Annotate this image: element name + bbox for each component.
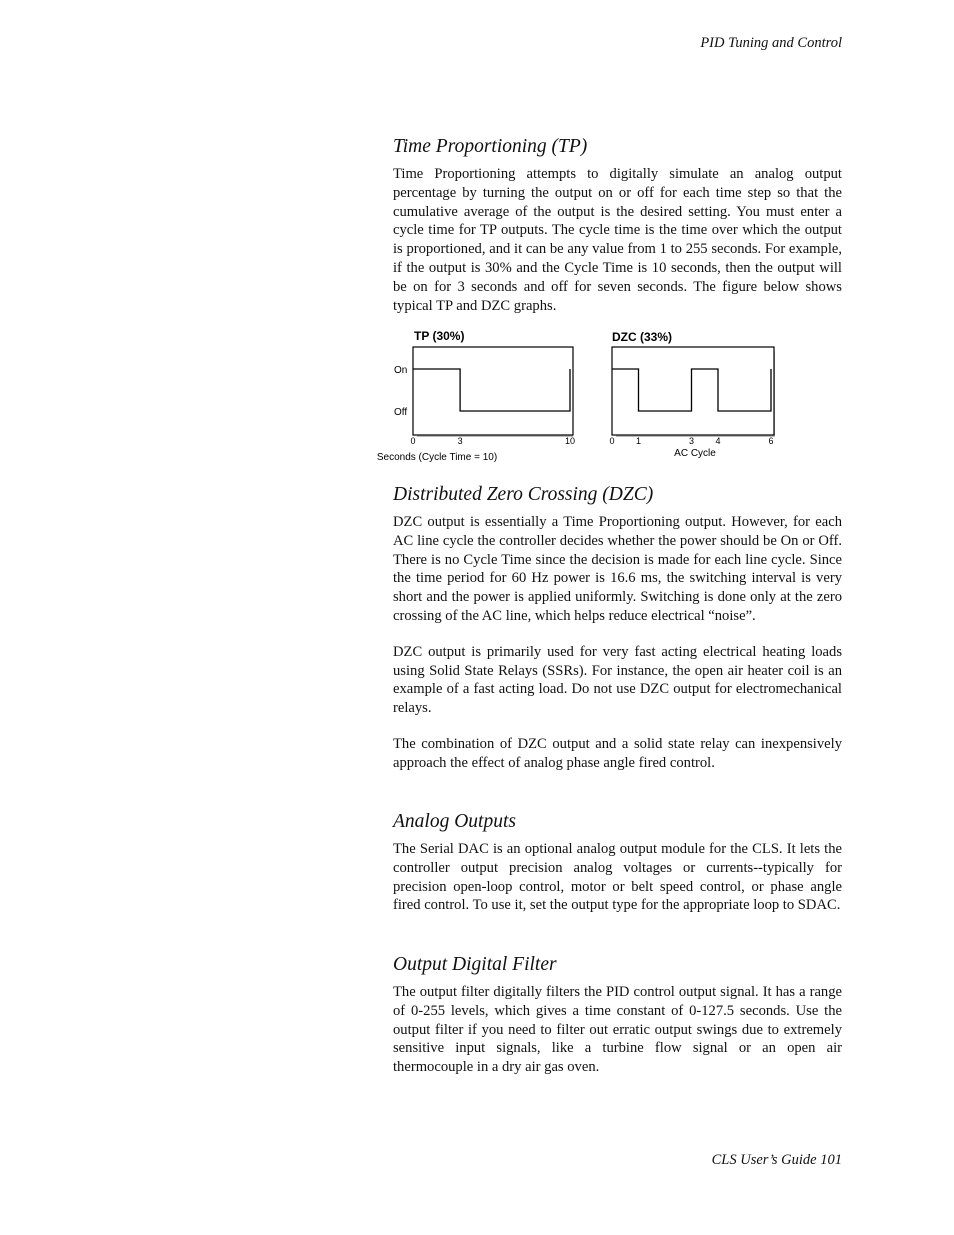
paragraph-filter: The output filter digitally filters the PID control output signal. It has a range of 0-255 levels, which gives a time constant of 0-127.5 seconds. Use the output filter if you need to filter out erratic output swings due to extremely sensitive input signals, like a turbine flow signal or an open air thermocouple in a dry air gas oven.	[393, 984, 842, 1076]
tp-chart-title: TP (30%)	[414, 329, 465, 343]
tp-y-label-off: Off	[394, 407, 408, 418]
dzc-x-tick-2: 3	[688, 436, 695, 446]
section-heading-dzc: Distributed Zero Crossing (DZC)	[393, 484, 654, 505]
dzc-x-tick-0: 0	[609, 436, 615, 446]
dzc-x-tick-4: 6	[768, 436, 774, 446]
section-heading-filter: Output Digital Filter	[393, 954, 557, 975]
section-heading-tp: Time Proportioning (TP)	[393, 136, 588, 157]
tp-x-tick-0: 0	[410, 436, 416, 446]
paragraph-tp: Time Proportioning attempts to digitally simulate an analog output percentage by turning the output on or off for each time step so that the cumulative average of the output is the desired setting. You must enter a cycle time for TP outputs. The cycle time is the time over which the output is proportioned, and it can be any value from 1 to 255 seconds. For example, if the output is 30% and the Cycle Time is 10 seconds, then the output will be on for 3 seconds and off for seven seconds. The figure below shows typical TP and DZC graphs.	[393, 166, 842, 314]
paragraph-dzc-3: The combination of DZC output and a solid state relay can inexpensively approach the effect of analog phase angle fired control.	[393, 735, 842, 771]
tp-dzc-graphs	[376, 325, 793, 465]
section-analog	[393, 810, 842, 915]
running-header: PID Tuning and Control	[700, 35, 842, 51]
tp-frame	[413, 347, 573, 435]
tp-x-tick-1: 3	[457, 436, 463, 446]
section-heading-analog: Analog Outputs	[393, 811, 516, 832]
paragraph-analog: The Serial DAC is an optional analog output module for the CLS. It lets the controller output precision analog voltages or currents--typically for precision open-loop control, motor or belt speed control, or phase angle fired control. To use it, set the output type for the appropriate loop to SDAC.	[393, 841, 842, 914]
section-filter	[393, 953, 842, 1077]
section-tp	[393, 135, 842, 315]
paragraph-dzc-1: DZC output is essentially a Time Proportioning output. However, for each AC line cycle the controller decides whether the power should be On or Off. There is no Cycle Time since the decision is made for each line cycle. Since the time period for 60 Hz power is 16.6 ms, the switching interval is very short and the power is applied uniformly. Switching is done only at the zero crossing of the AC line, which helps reduce electrical “noise”.	[393, 514, 842, 624]
dzc-chart-title: DZC (33%)	[612, 330, 673, 344]
tp-y-label-on: On	[394, 365, 408, 376]
dzc-x-tick-1: 1	[635, 436, 642, 446]
dzc-x-label: AC Cycle	[674, 448, 716, 459]
dzc-x-tick-3: 4	[715, 436, 721, 446]
running-footer: CLS User’s Guide 101	[711, 1152, 842, 1168]
paragraph-dzc-2: DZC output is primarily used for very fast acting electrical heating loads using Solid State Relays (SSRs). For instance, the open air heater coil is an example of a fast acting load. Do not use DZC output for electromechanical relays.	[393, 643, 842, 717]
tp-x-tick-2: 10	[564, 436, 576, 446]
tp-x-label: Seconds (Cycle Time = 10)	[376, 452, 498, 463]
section-dzc	[393, 483, 842, 773]
dzc-frame	[612, 347, 774, 435]
tp-dzc-figure	[376, 325, 793, 465]
